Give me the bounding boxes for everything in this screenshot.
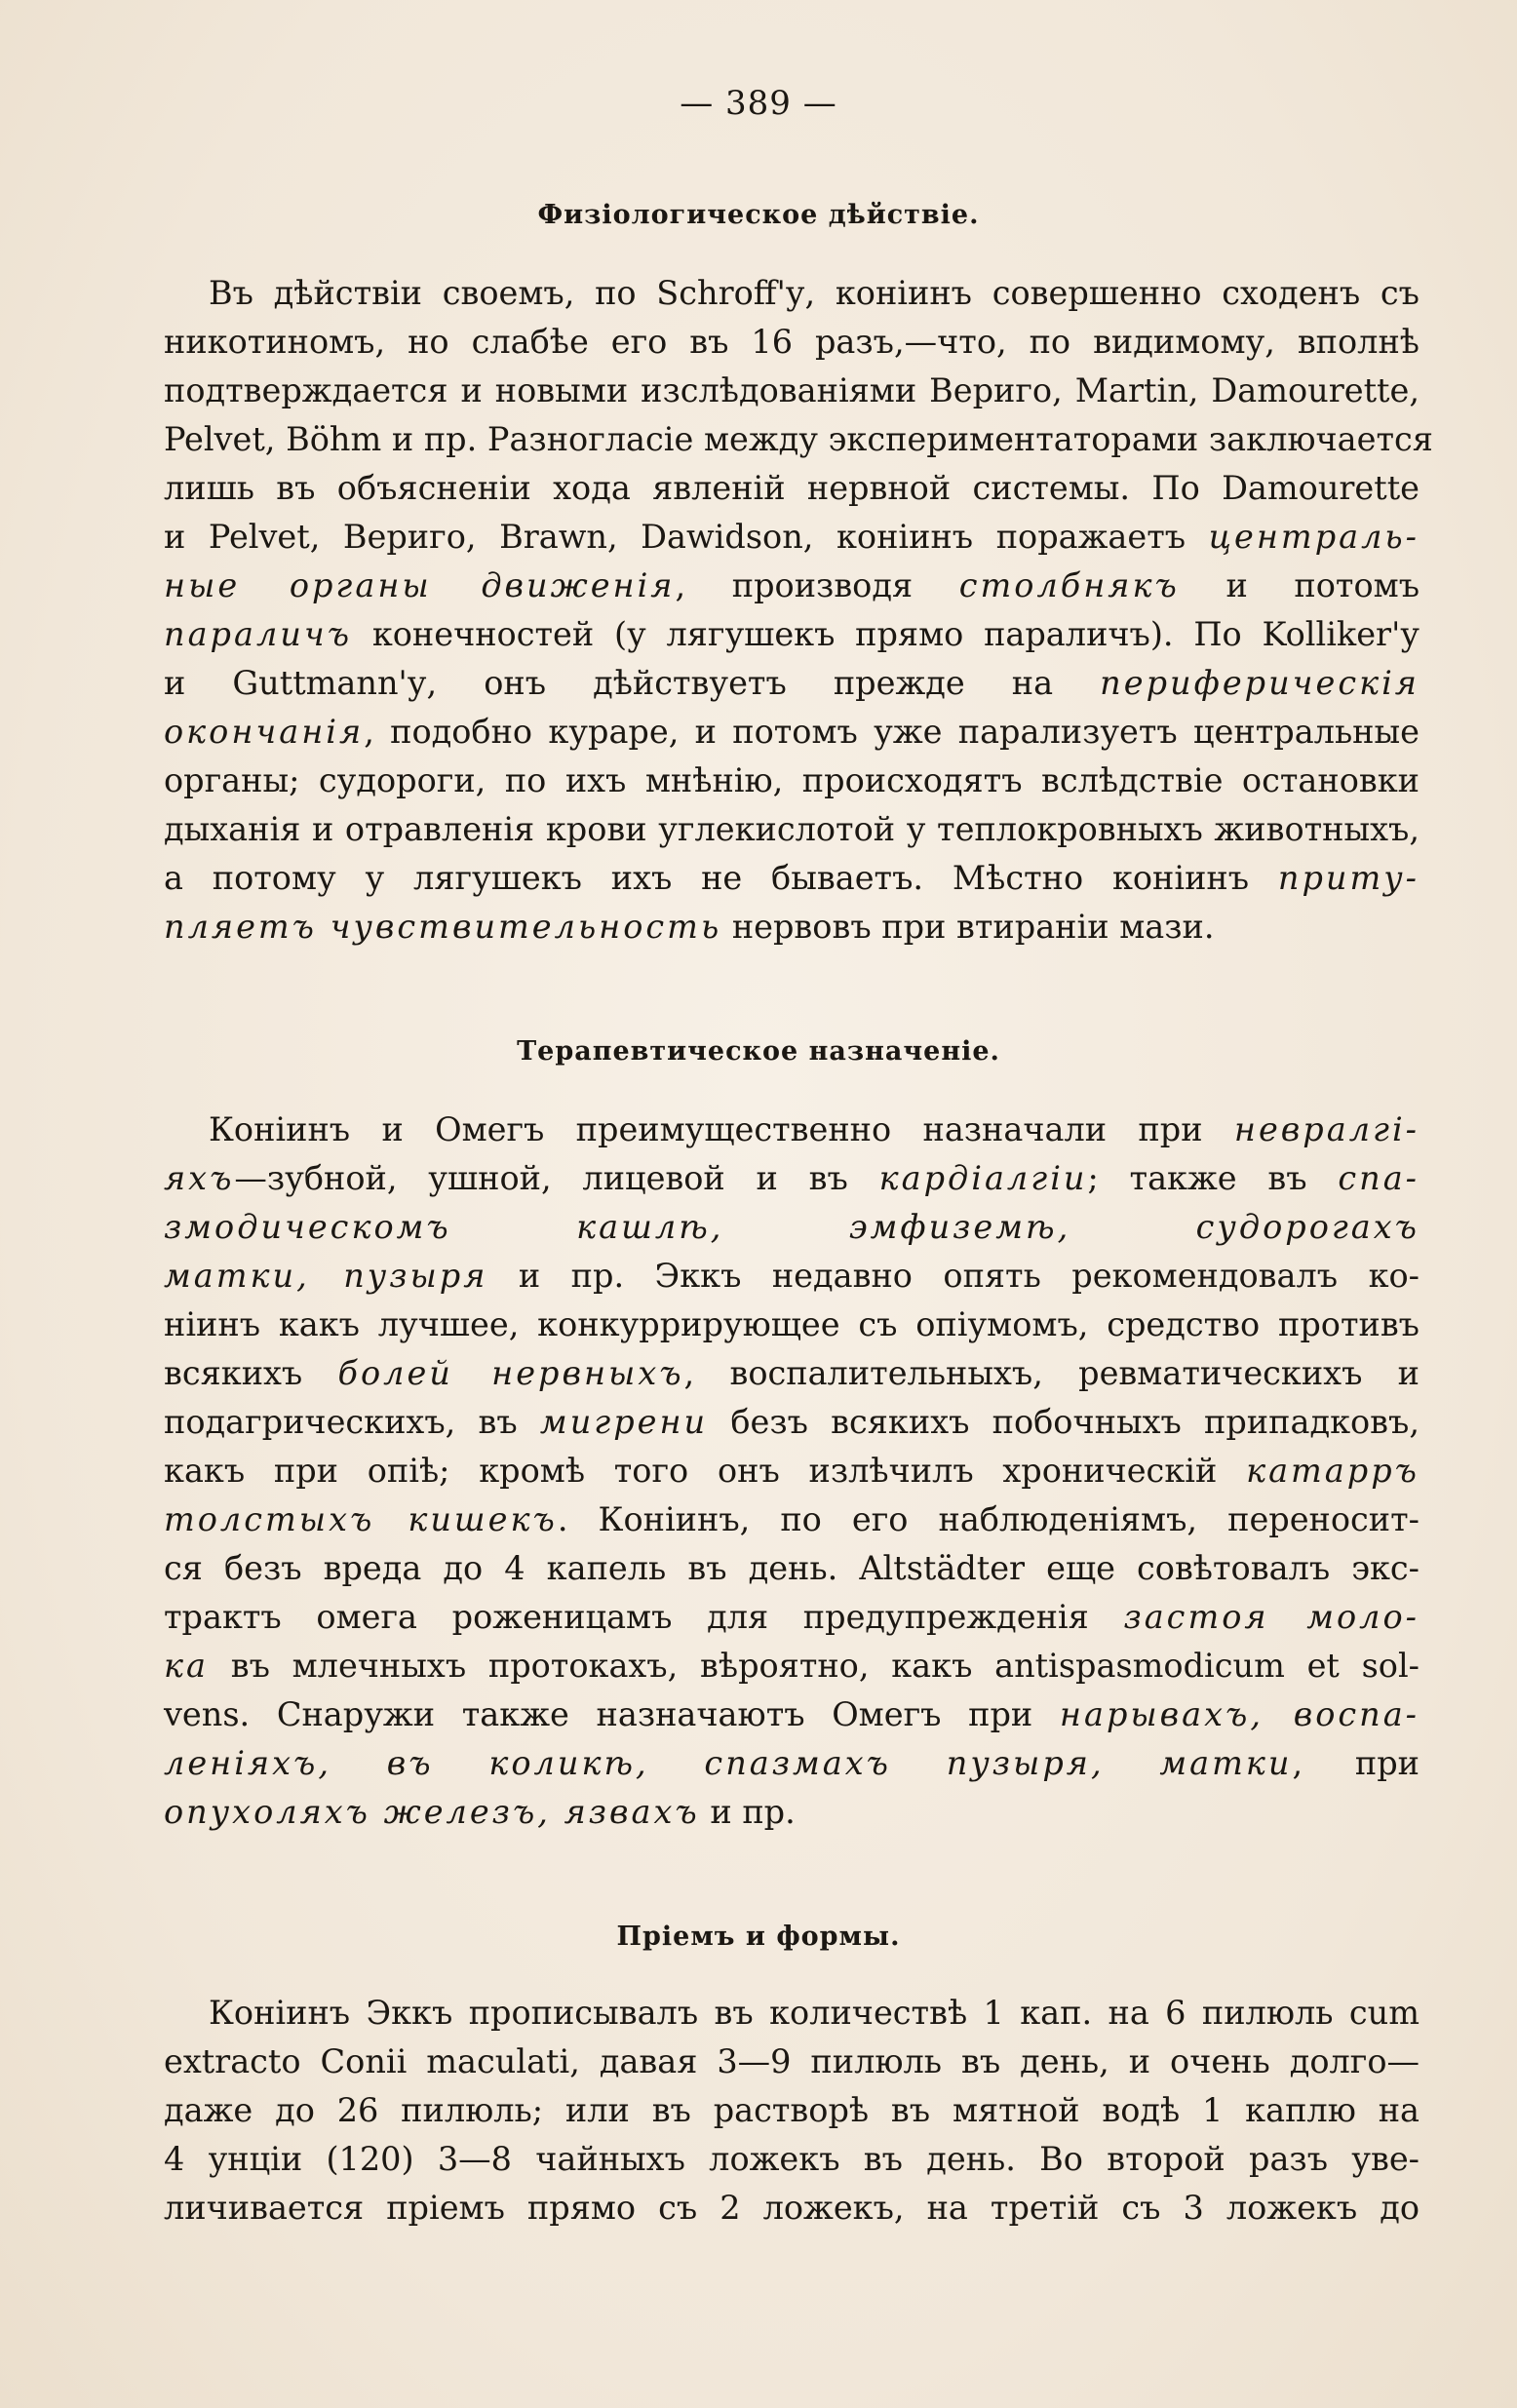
- section-heading-physiological-action: Физiологическое дѣйствiе.: [537, 200, 980, 230]
- section-heading-dosage-and-forms: Прiемъ и формы.: [616, 1922, 901, 1952]
- text-line: нiинъ какъ лучшее, конкуррирующее съ опiумомъ, средство противъ: [164, 1305, 1420, 1343]
- paragraph-therapeutic-use: [164, 1106, 1420, 1837]
- text-line: окончанiя, подобно кураре, и потомъ уже парализуетъ центральные: [164, 713, 1420, 751]
- text-line: подагрическихъ, въ мигрени безъ всякихъ побочныхъ припадковъ,: [164, 1403, 1420, 1441]
- text-line: органы; судороги, по ихъ мнѣнiю, происходятъ вслѣдствiе остановки: [164, 761, 1420, 799]
- text-line: змодическомъ кашлѣ, эмфиземѣ, судорогахъ: [164, 1208, 1420, 1246]
- text-line: ка въ млечныхъ протокахъ, вѣроятно, какъ antispasmodicum et sol-: [164, 1647, 1420, 1685]
- text-line: лишь въ объясненiи хода явленiй нервной системы. По Damourette: [164, 469, 1420, 507]
- text-line: Конiинъ Эккъ прописывалъ въ количествѣ 1 кап. на 6 пилюль cum: [209, 1994, 1420, 2032]
- text-line: пляетъ чувствительность нервовъ при втиранiи мази.: [164, 908, 1215, 946]
- text-line: Pelvet, Böhm и пр. Разногласiе между экспериментаторами заключается: [164, 420, 1433, 458]
- text-line: 4 унцiи (120) 3—8 чайныхъ ложекъ въ день. Во второй разъ уве-: [164, 2140, 1420, 2178]
- text-line: и Guttmann'у, онъ дѣйствуетъ прежде на периферическiя: [164, 664, 1420, 702]
- text-line: опухоляхъ железъ, язвахъ и пр.: [164, 1793, 796, 1831]
- paragraph-dosage-and-forms: [164, 1989, 1420, 2233]
- text-line: толстыхъ кишекъ. Конiинъ, по его наблюденiямъ, переносит-: [164, 1500, 1420, 1538]
- text-line: ся безъ вреда до 4 капель въ день. Altstädter еще совѣтовалъ экс-: [164, 1549, 1420, 1587]
- text-line: трактъ омега роженицамъ для предупрежденiя застоя моло-: [164, 1598, 1420, 1636]
- paragraph-physiological-action: [164, 269, 1433, 952]
- text-line: всякихъ болей нервныхъ, воспалительныхъ, ревматическихъ и: [164, 1354, 1420, 1392]
- text-line: extracto Conii maculati, давая 3—9 пилюль въ день, и очень долго—: [164, 2042, 1420, 2080]
- text-line: ные органы движенiя, производя столбнякъ и потомъ: [164, 566, 1420, 604]
- text-line: параличъ конечностей (у лягушекъ прямо параличъ). По Kolliker'у: [164, 615, 1420, 653]
- section-heading-therapeutic-use: Терапевтическое назначенiе.: [517, 1036, 1000, 1067]
- text-line: яхъ—зубной, ушной, лицевой и въ кардiалгiи; также въ спа-: [164, 1159, 1420, 1197]
- text-line: подтверждается и новыми изслѣдованiями Вериго, Martin, Damourette,: [164, 371, 1420, 409]
- text-line: Конiинъ и Омегъ преимущественно назначали при невралгi-: [209, 1110, 1420, 1148]
- text-line: личивается прiемъ прямо съ 2 ложекъ, на третiй съ 3 ложекъ до: [164, 2189, 1420, 2227]
- text-line: никотиномъ, но слабѣе его въ 16 разъ,—что, по видимому, вполнѣ: [164, 323, 1420, 361]
- text-line: а потому у лягушекъ ихъ не бываетъ. Мѣстно конiинъ приту-: [164, 859, 1420, 897]
- text-line: какъ при опiѣ; кромѣ того онъ излѣчилъ хроническiй катарръ: [164, 1452, 1420, 1490]
- text-line: ленiяхъ, въ коликѣ, спазмахъ пузыря, матки, при: [164, 1744, 1420, 1782]
- text-line: даже до 26 пилюль; или въ растворѣ въ мятной водѣ 1 каплю на: [164, 2091, 1420, 2129]
- text-line: матки, пузыря и пр. Эккъ недавно опять рекомендовалъ ко-: [164, 1257, 1420, 1295]
- text-line: Въ дѣйствiи своемъ, по Schroff'у, конiинъ совершенно сходенъ съ: [209, 274, 1420, 312]
- page-number: — 389 —: [680, 84, 837, 123]
- text-line: дыханiя и отравленiя крови углекислотой у теплокровныхъ животныхъ,: [164, 810, 1420, 848]
- text-line: vens. Снаружи также назначаютъ Омегъ при нарывахъ, воспа-: [164, 1695, 1420, 1733]
- text-line: и Pelvet, Вериго, Brawn, Dawidson, конiинъ поражаетъ централь-: [164, 518, 1420, 556]
